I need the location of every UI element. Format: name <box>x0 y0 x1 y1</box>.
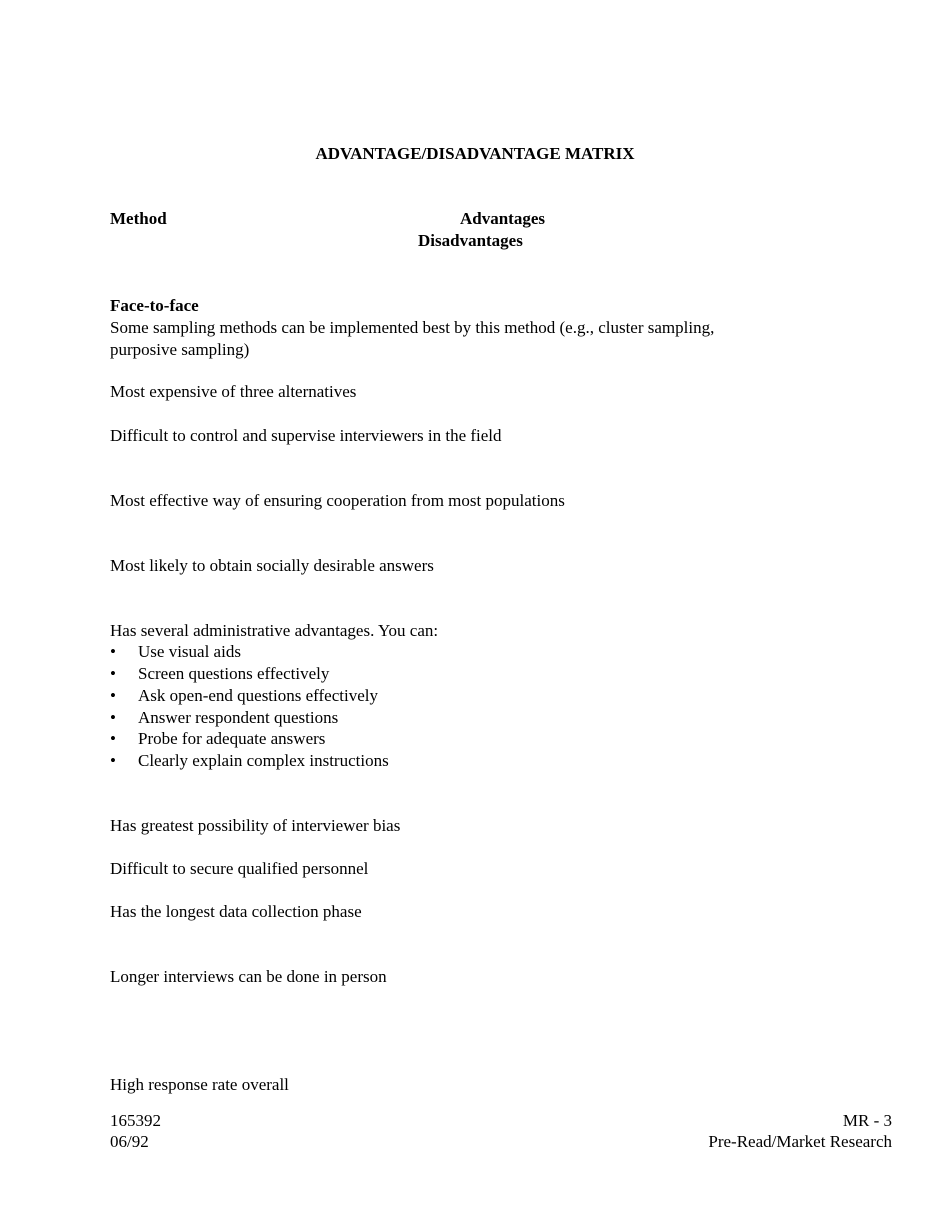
item-bias: Has greatest possibility of interviewer bias <box>110 816 401 835</box>
footer-doc-number: 165392 <box>110 1111 161 1130</box>
list-item-text: Screen questions effectively <box>138 664 330 683</box>
list-item-text: Probe for adequate answers <box>138 729 326 748</box>
bullet-icon: • <box>110 686 116 705</box>
intro-line-1: Some sampling methods can be implemented best by this method (e.g., cluster sampling, <box>110 318 715 337</box>
intro-line-2: purposive sampling) <box>110 340 250 359</box>
page-title: ADVANTAGE/DISADVANTAGE MATRIX <box>315 144 635 163</box>
item-cooperation: Most effective way of ensuring cooperation from most populations <box>110 491 565 510</box>
item-control: Difficult to control and supervise interviewers in the field <box>110 426 502 445</box>
bullet-icon: • <box>110 664 116 683</box>
item-longest: Has the longest data collection phase <box>110 902 362 921</box>
list-item-text: Ask open-end questions effectively <box>138 686 378 705</box>
column-header-method: Method <box>110 209 167 228</box>
list-item-text: Use visual aids <box>138 642 241 661</box>
section-heading: Face-to-face <box>110 296 199 315</box>
bullet-icon: • <box>110 642 116 661</box>
item-longer: Longer interviews can be done in person <box>110 967 387 986</box>
bullet-icon: • <box>110 708 116 727</box>
footer-section-label: Pre-Read/Market Research <box>708 1132 892 1151</box>
column-header-advantages: Advantages <box>460 209 546 228</box>
list-item-text: Answer respondent questions <box>138 708 339 727</box>
bullet-icon: • <box>110 729 116 748</box>
footer-page-label: MR - 3 <box>842 1111 892 1130</box>
column-header-disadvantages: Disadvantages <box>418 231 523 250</box>
item-personnel: Difficult to secure qualified personnel <box>110 859 369 878</box>
item-desirable: Most likely to obtain socially desirable answers <box>110 556 434 575</box>
admin-intro: Has several administrative advantages. You can: <box>110 621 439 640</box>
footer-date: 06/92 <box>110 1132 149 1151</box>
list-item-text: Clearly explain complex instructions <box>138 751 389 770</box>
item-expensive: Most expensive of three alternatives <box>110 382 357 401</box>
item-response: High response rate overall <box>110 1075 289 1094</box>
bullet-icon: • <box>110 751 116 770</box>
